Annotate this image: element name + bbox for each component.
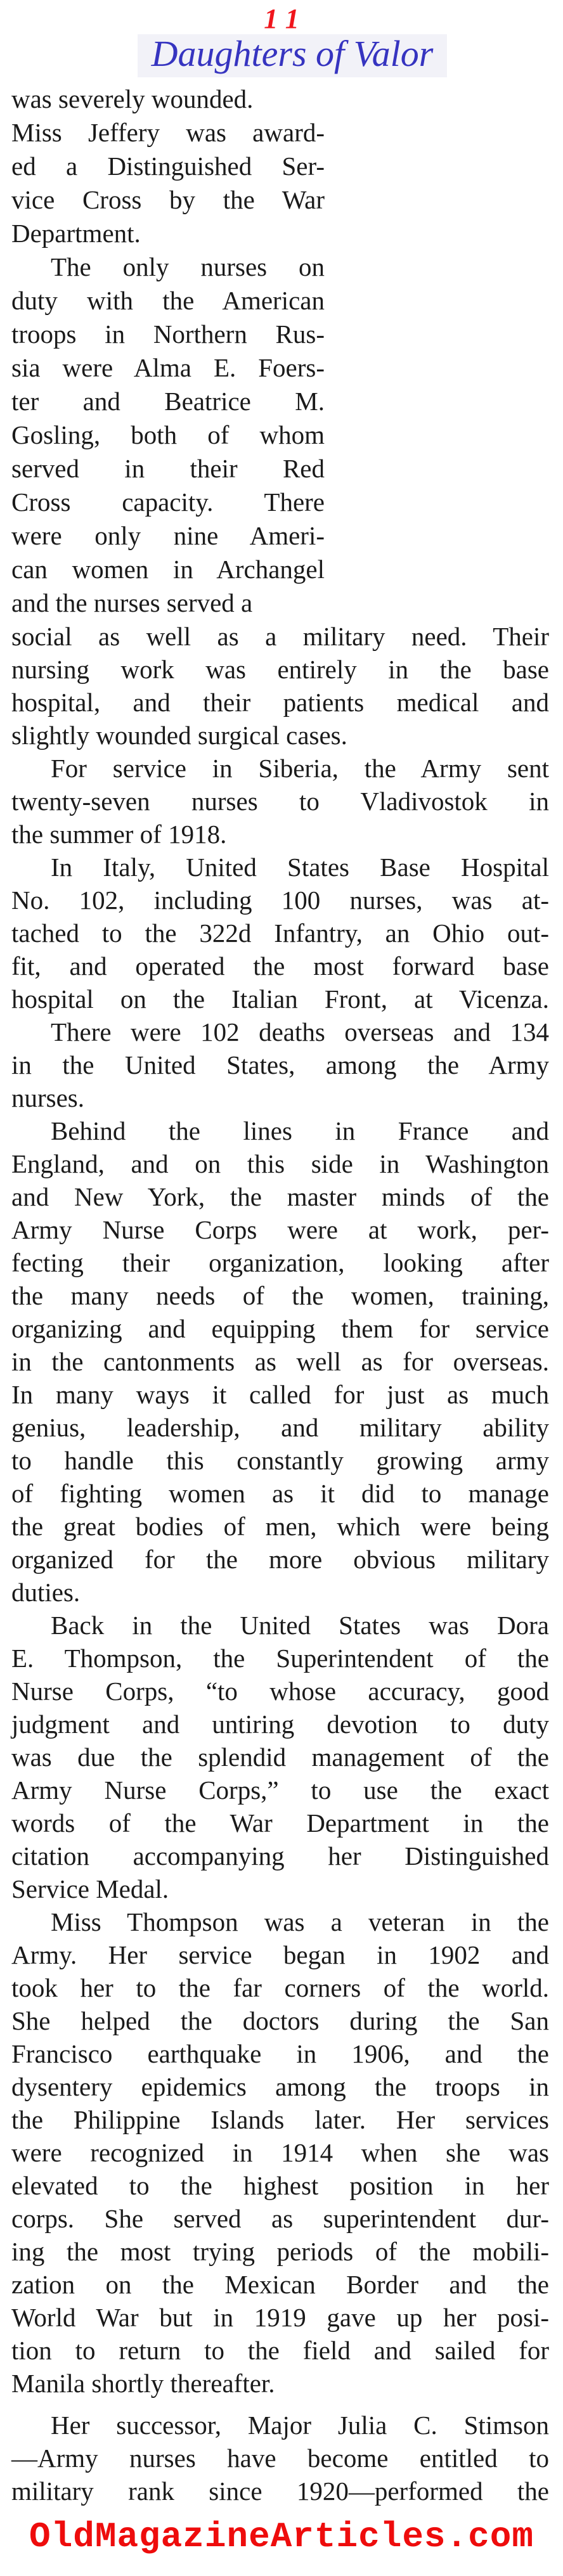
text-line: took her to the far corners of the world. bbox=[11, 1973, 549, 2002]
text-line: zation on the Mexican Border and the bbox=[11, 2270, 549, 2299]
text-line: the great bodies of men, which were being bbox=[11, 1512, 549, 1541]
text-line: organized for the more obvious military bbox=[11, 1545, 549, 1574]
text-line: dysentery epidemics among the troops in bbox=[11, 2072, 549, 2101]
text-line: —Army nurses have become entitled to bbox=[11, 2444, 549, 2473]
text-line: E. Thompson, the Superintendent of the bbox=[11, 1644, 549, 1673]
text-line: can women in Archangel bbox=[11, 555, 325, 584]
watermark: OldMagazineArticles.com bbox=[29, 2516, 534, 2557]
page-number: 11 bbox=[264, 3, 308, 34]
text-line: tached to the 322d Infantry, an Ohio out- bbox=[11, 918, 549, 948]
text-line: Miss Thompson was a veteran in the bbox=[51, 1907, 549, 1936]
text-line: ing the most trying periods of the mobili- bbox=[11, 2237, 549, 2266]
text-line: citation accompanying her Distinguished bbox=[11, 1841, 549, 1871]
text-line: Manila shortly thereafter. bbox=[11, 2369, 275, 2398]
text-line: ter and Beatrice M. bbox=[11, 387, 325, 416]
text-line: troops in Northern Rus- bbox=[11, 319, 325, 349]
text-line: England, and on this side in Washington bbox=[11, 1149, 549, 1178]
text-line: to handle this constantly growing army bbox=[11, 1446, 549, 1475]
text-line: Her successor, Major Julia C. Stimson bbox=[51, 2411, 549, 2440]
text-line: Gosling, both of whom bbox=[11, 420, 325, 449]
text-line: Behind the lines in France and bbox=[51, 1116, 549, 1145]
text-line: slightly wounded surgical cases. bbox=[11, 721, 347, 750]
text-line: was due the splendid management of the bbox=[11, 1742, 549, 1772]
text-line: organizing and equipping them for service bbox=[11, 1314, 549, 1343]
text-line: nursing work was entirely in the base bbox=[11, 655, 549, 684]
text-line: No. 102, including 100 nurses, was at- bbox=[11, 886, 549, 915]
text-line: vice Cross by the War bbox=[11, 185, 325, 214]
text-line: Cross capacity. There bbox=[11, 487, 325, 517]
title-row bbox=[0, 34, 563, 77]
text-line: military rank since 1920—performed the bbox=[11, 2476, 549, 2506]
text-line: elevated to the highest position in her bbox=[11, 2171, 549, 2200]
text-line: ed a Distinguished Ser- bbox=[11, 151, 325, 181]
text-line: social as well as a military need. Their bbox=[11, 622, 549, 651]
text-line: the Philippine Islands later. Her services bbox=[11, 2105, 549, 2134]
text-line: were recognized in 1914 when she was bbox=[11, 2138, 549, 2167]
text-line: the many needs of the women, training, bbox=[11, 1281, 549, 1310]
text-line: in the cantonments as well as for overseas. bbox=[11, 1347, 549, 1376]
text-line: In many ways it called for just as much bbox=[11, 1380, 549, 1409]
text-line: hospital on the Italian Front, at Vicenza. bbox=[11, 984, 549, 1014]
text-line: was severely wounded. bbox=[11, 84, 254, 113]
text-line: of fighting women as it did to manage bbox=[11, 1479, 549, 1508]
full-width-column bbox=[11, 620, 549, 2508]
text-line: sia were Alma E. Foers- bbox=[11, 353, 325, 382]
page-title: Daughters of Valor bbox=[138, 34, 448, 77]
text-line: and New York, the master minds of the bbox=[11, 1182, 549, 1211]
text-line: Miss Jeffery was award- bbox=[11, 118, 325, 147]
text-line: The only nurses on bbox=[51, 252, 325, 281]
text-line: Army. Her service began in 1902 and bbox=[11, 1940, 549, 1969]
text-line: Army Nurse Corps were at work, per- bbox=[11, 1215, 549, 1244]
text-line: judgment and untiring devotion to duty bbox=[11, 1710, 549, 1739]
text-line: Army Nurse Corps,” to use the exact bbox=[11, 1775, 549, 1805]
text-line: Nurse Corps, “to whose accuracy, good bbox=[11, 1677, 549, 1706]
text-line: Back in the United States was Dora bbox=[51, 1611, 549, 1640]
text-line: duties. bbox=[11, 1578, 81, 1607]
text-line: words of the War Department in the bbox=[11, 1808, 549, 1838]
text-line: Department. bbox=[11, 219, 141, 248]
text-line: the summer of 1918. bbox=[11, 820, 227, 849]
narrow-column bbox=[11, 82, 325, 620]
text-line: fecting their organization, looking after bbox=[11, 1248, 549, 1277]
text-line: in the United States, among the Army bbox=[11, 1050, 549, 1079]
text-line: and the nurses served a bbox=[11, 588, 253, 617]
text-line: Francisco earthquake in 1906, and the bbox=[11, 2039, 549, 2068]
text-line: genius, leadership, and military ability bbox=[11, 1413, 549, 1442]
text-line: duty with the American bbox=[11, 286, 325, 315]
text-line: In Italy, United States Base Hospital bbox=[51, 853, 549, 882]
text-line: corps. She served as superintendent dur- bbox=[11, 2204, 549, 2233]
text-line: Service Medal. bbox=[11, 1874, 169, 1903]
text-line: tion to return to the field and sailed for bbox=[11, 2336, 549, 2365]
page-header bbox=[0, 0, 563, 77]
text-line: World War but in 1919 gave up her posi- bbox=[11, 2303, 549, 2332]
text-line: were only nine Ameri- bbox=[11, 521, 325, 550]
text-line: nurses. bbox=[11, 1083, 85, 1112]
text-line: hospital, and their patients medical and bbox=[11, 688, 549, 717]
text-line: She helped the doctors during the San bbox=[11, 2006, 549, 2035]
text-line: served in their Red bbox=[11, 454, 325, 483]
text-line: twenty-seven nurses to Vladivostok in bbox=[11, 787, 549, 816]
text-line: fit, and operated the most forward base bbox=[11, 951, 549, 981]
text-line: There were 102 deaths overseas and 134 bbox=[51, 1017, 549, 1046]
text-line: For service in Siberia, the Army sent bbox=[51, 754, 549, 783]
